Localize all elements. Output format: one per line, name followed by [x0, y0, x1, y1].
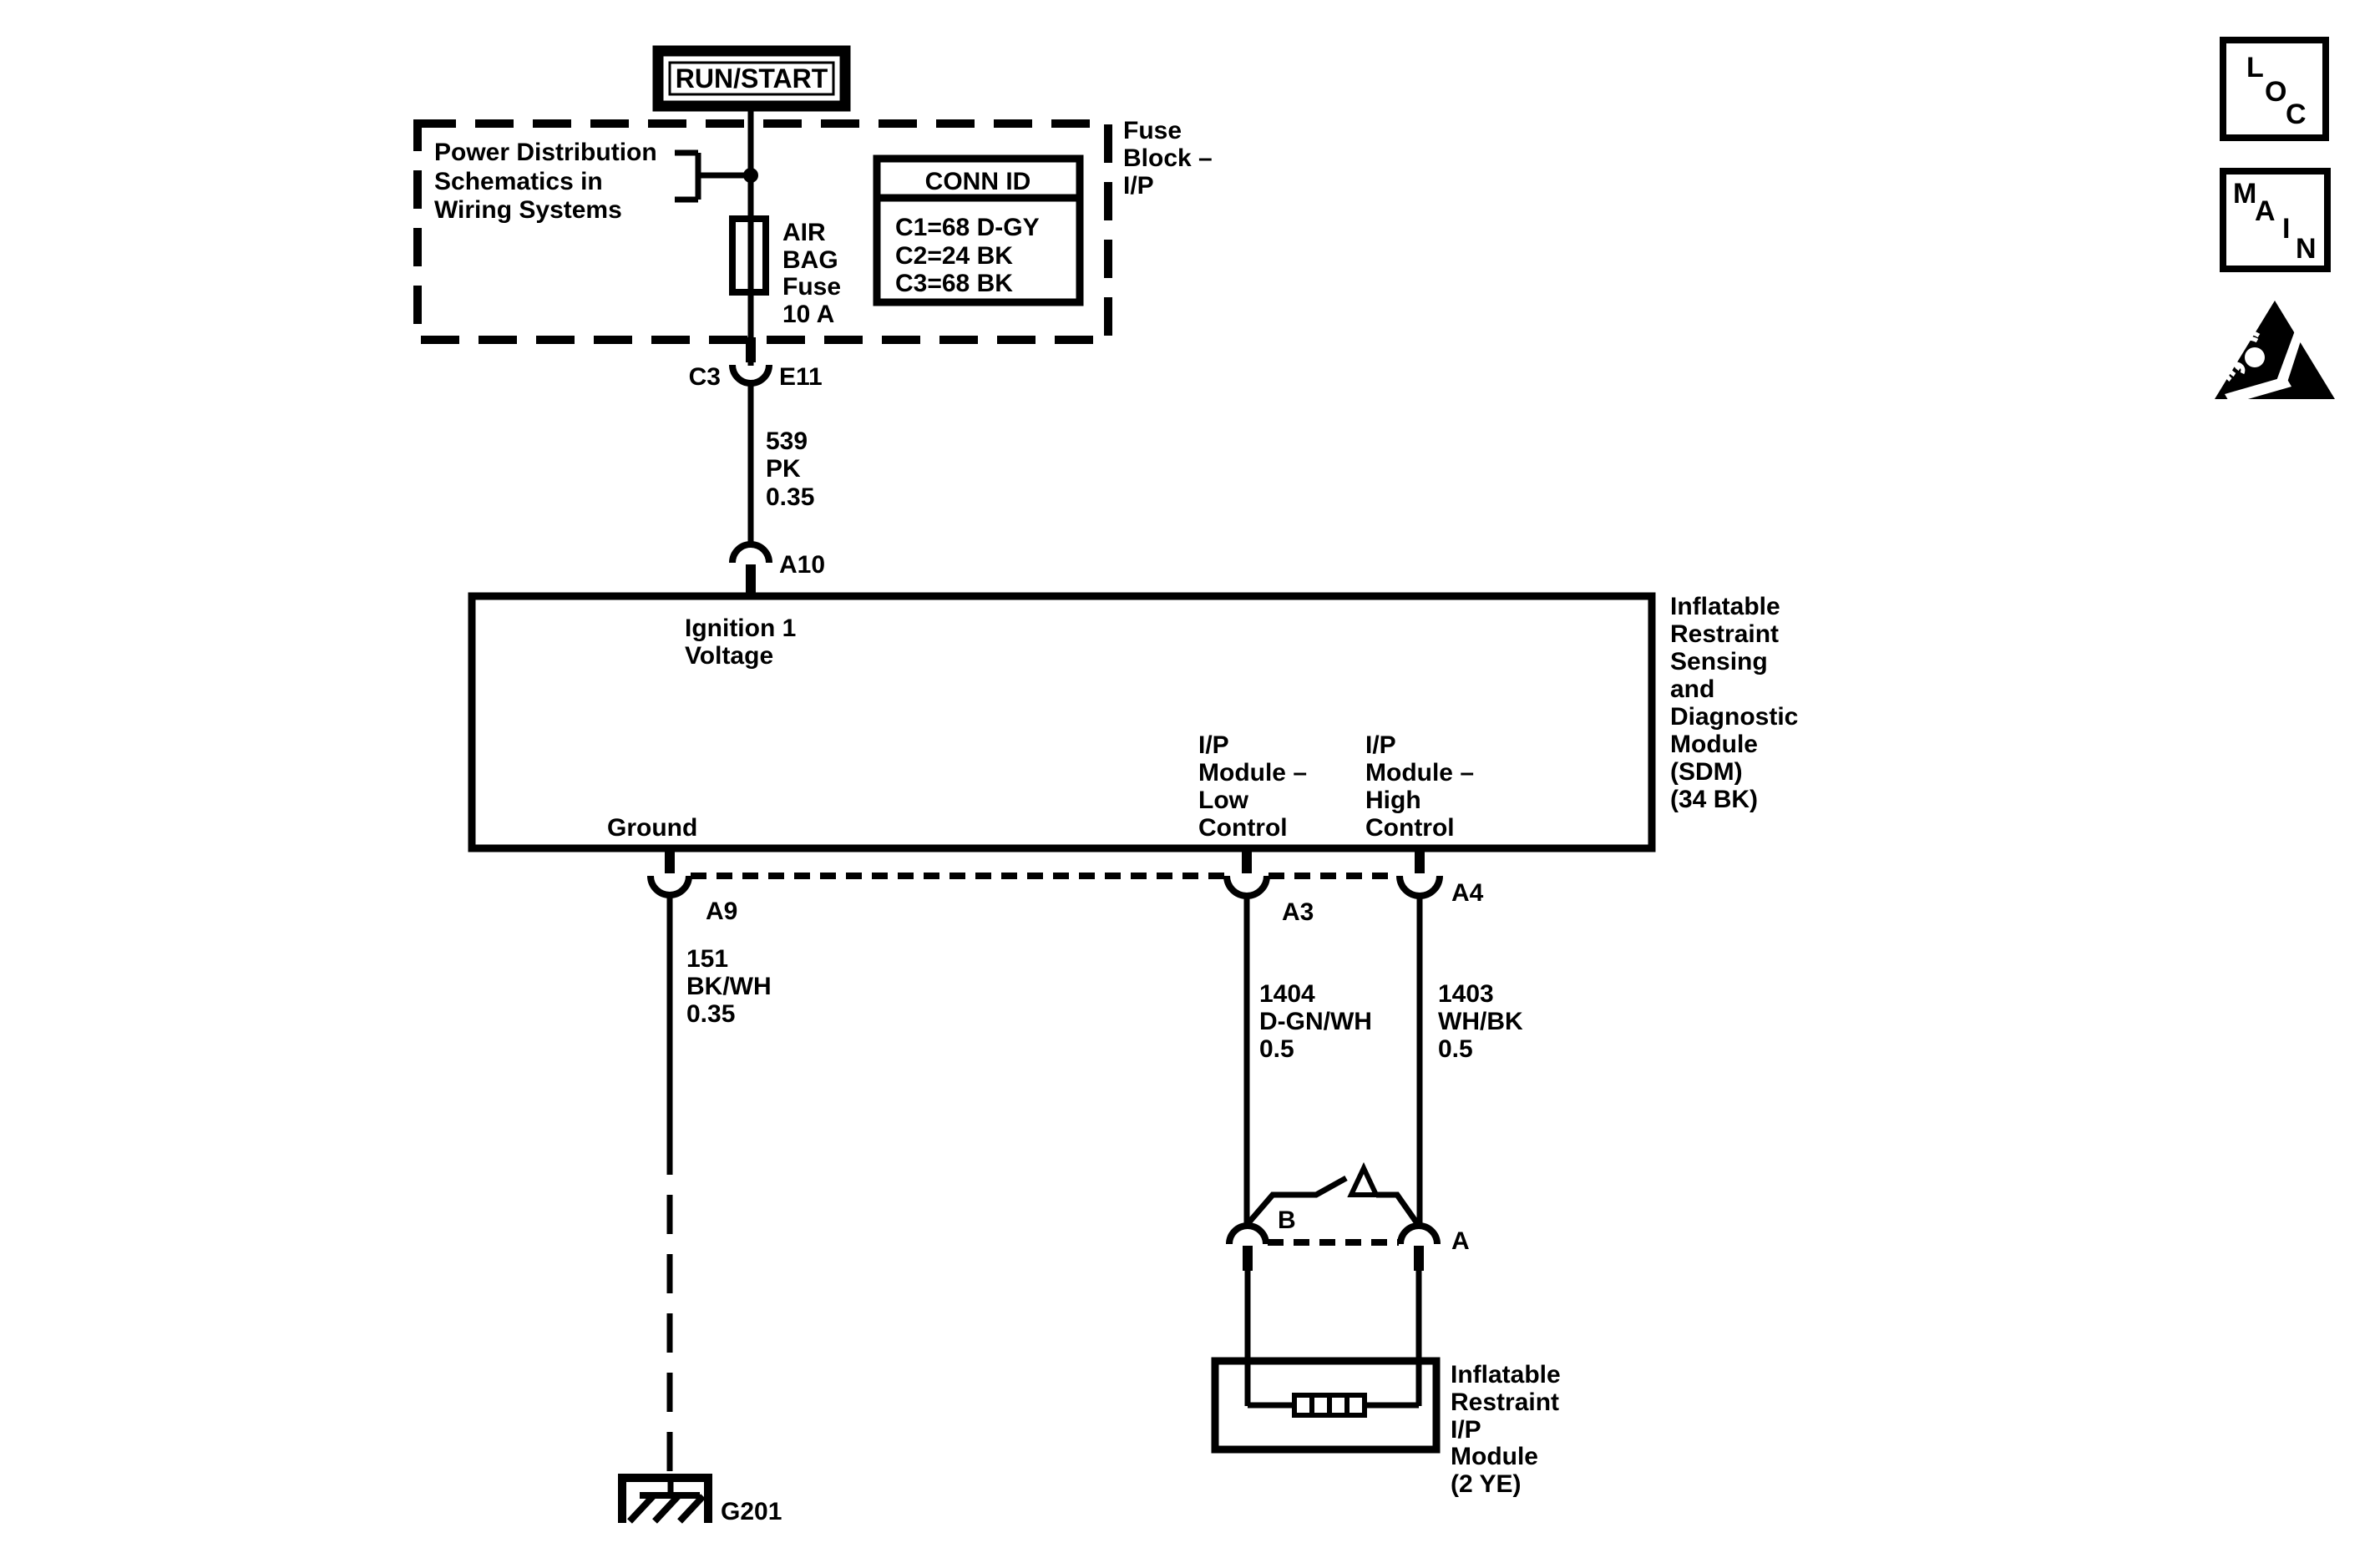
wire-151-line: 151	[686, 945, 729, 973]
wire-1403-line: 1403	[1438, 980, 1494, 1008]
power-distribution-ref-line: Power Distribution	[434, 139, 657, 166]
loc-letter: O	[2265, 76, 2287, 108]
ip-module-name-line: (2 YE)	[1451, 1470, 1522, 1498]
sdm-name-line: (34 BK)	[1670, 786, 1759, 813]
connector-a10	[732, 544, 825, 598]
connector-c3-e11	[689, 337, 823, 391]
main-button[interactable]	[2223, 171, 2327, 269]
ip-module-name-line: Inflatable	[1451, 1361, 1561, 1389]
shorting-switch-icon	[1247, 1168, 1419, 1226]
conn-id-row: C1=68 D-GY	[895, 214, 1040, 241]
connector-a3-icon	[1227, 876, 1267, 896]
connector-a-label: A	[1451, 1227, 1470, 1255]
connector-e11-label: E11	[779, 363, 823, 391]
ip-module-name-line: Restraint	[1451, 1389, 1560, 1416]
sdm-name-line: Inflatable	[1670, 593, 1780, 620]
wire-539-line: PK	[766, 455, 801, 483]
connector-a9	[651, 848, 737, 925]
sdm-pin-high-line: High	[1365, 787, 1421, 814]
connector-c3-label: C3	[688, 363, 721, 391]
ground-point-label: G201	[721, 1498, 782, 1525]
wire-1404-line: D-GN/WH	[1259, 1008, 1372, 1035]
main-letter: I	[2282, 213, 2291, 245]
wire-539-label	[766, 427, 814, 511]
airbag-fuse-label-line: 10 A	[782, 301, 835, 328]
sdm-pin-low-line: I/P	[1198, 731, 1229, 759]
main-letter: N	[2296, 233, 2317, 265]
conn-id-row: C3=68 BK	[895, 270, 1013, 297]
power-distribution-ref-line: Wiring Systems	[434, 196, 622, 224]
ground-hatch	[630, 1496, 653, 1521]
wire-539-line: 539	[766, 427, 808, 455]
sdm-pin-high-line: Module –	[1365, 759, 1475, 787]
sdm-box	[472, 596, 1652, 848]
sdm-pin-low-line: Module –	[1198, 759, 1308, 787]
wire-1404-label	[1259, 980, 1372, 1063]
loc-letter: C	[2286, 99, 2307, 130]
connector-a4	[1400, 848, 1484, 907]
connector-a9-label: A9	[706, 898, 738, 925]
run-start-label: RUN/START	[675, 63, 828, 94]
sdm-pin-low-line: Control	[1198, 814, 1288, 842]
loc-button[interactable]	[2223, 40, 2326, 138]
switch-blade	[1376, 1195, 1419, 1226]
sdm-pin-low-line: Low	[1198, 787, 1248, 814]
sdm-name-line: Sensing	[1670, 648, 1768, 675]
wire-1403-line: WH/BK	[1438, 1008, 1523, 1035]
sdm-module	[472, 593, 1798, 848]
loc-letter: L	[2246, 52, 2264, 83]
connector-a10-label: A10	[779, 551, 826, 579]
ip-module-name-line: Module	[1451, 1443, 1538, 1470]
conn-id-header: CONN ID	[924, 168, 1031, 195]
connector-a4-icon	[1400, 876, 1440, 896]
connector-a10-icon	[732, 544, 769, 563]
sdm-pin-ignition-line: Ignition 1	[685, 615, 797, 642]
fuse-block-name-line: I/P	[1123, 172, 1154, 200]
wire-1403-label	[1438, 980, 1523, 1063]
sdm-name-line: Restraint	[1670, 620, 1780, 648]
squib-cell	[1314, 1398, 1327, 1413]
connector-b-label: B	[1278, 1206, 1296, 1234]
airbag-fuse-label-line: AIR	[782, 219, 826, 246]
power-distribution-ref-line: Schematics in	[434, 168, 603, 195]
ip-module-name-line: I/P	[1451, 1416, 1481, 1444]
switch-arrow	[1351, 1168, 1376, 1195]
ground-hatch	[655, 1496, 678, 1521]
wire-1403-line: 0.5	[1438, 1035, 1473, 1063]
main-letter: A	[2255, 195, 2276, 227]
connector-a	[1400, 1226, 1470, 1271]
airbag-bag-shape	[2245, 347, 2265, 367]
power-source-run-start	[658, 51, 845, 106]
conn-id-row: C2=24 BK	[895, 242, 1013, 270]
airbag-fuse-label-line: BAG	[782, 246, 838, 274]
ground-hatch	[680, 1496, 703, 1521]
connector-c3-icon	[732, 365, 769, 383]
connector-a4-label: A4	[1451, 879, 1484, 907]
squib-element-icon	[1292, 1393, 1367, 1418]
airbag-fuse-label-line: Fuse	[782, 273, 842, 301]
sdm-pin-ignition-line: Voltage	[685, 642, 774, 670]
switch-blade	[1247, 1178, 1346, 1225]
connector-b	[1229, 1206, 1296, 1271]
wire-151-line: 0.35	[686, 1000, 736, 1028]
sdm-name-line: and	[1670, 675, 1715, 703]
conn-id-table	[877, 159, 1080, 302]
squib-cell	[1332, 1398, 1344, 1413]
reference-bracket-icon	[675, 153, 758, 200]
ground-symbol-icon	[618, 1478, 712, 1523]
sdm-pin-high-line: I/P	[1365, 731, 1396, 759]
sdm-name-line: Diagnostic	[1670, 703, 1799, 731]
squib-cell	[1297, 1398, 1309, 1413]
wire-junction-dot	[743, 168, 758, 183]
wire-151-label	[686, 945, 772, 1028]
connector-b-icon	[1229, 1226, 1266, 1244]
fuse-block-name-line: Fuse	[1123, 117, 1182, 144]
connector-a3-label: A3	[1282, 898, 1314, 926]
occupant-head-shape	[2294, 312, 2315, 333]
wire-151-line: BK/WH	[686, 973, 772, 1000]
connector-a3	[1227, 848, 1314, 926]
sdm-pin-ground-label: Ground	[607, 814, 698, 842]
connector-a9-icon	[651, 876, 689, 895]
airbag-warning-icon	[2215, 301, 2335, 404]
wire-1404-line: 1404	[1259, 980, 1315, 1008]
ip-inflator-module	[1215, 1361, 1561, 1498]
squib-cell	[1350, 1398, 1362, 1413]
sdm-name-line: (SDM)	[1670, 758, 1743, 786]
fuse-block-name-line: Block –	[1123, 144, 1213, 172]
sdm-pin-high-line: Control	[1365, 814, 1455, 842]
wire-1404-line: 0.5	[1259, 1035, 1294, 1063]
wire-539-line: 0.35	[766, 483, 815, 511]
sdm-name-line: Module	[1670, 731, 1758, 758]
fuse-block-section	[418, 117, 1213, 340]
connector-a-icon	[1400, 1226, 1437, 1244]
main-letter: M	[2233, 178, 2257, 210]
